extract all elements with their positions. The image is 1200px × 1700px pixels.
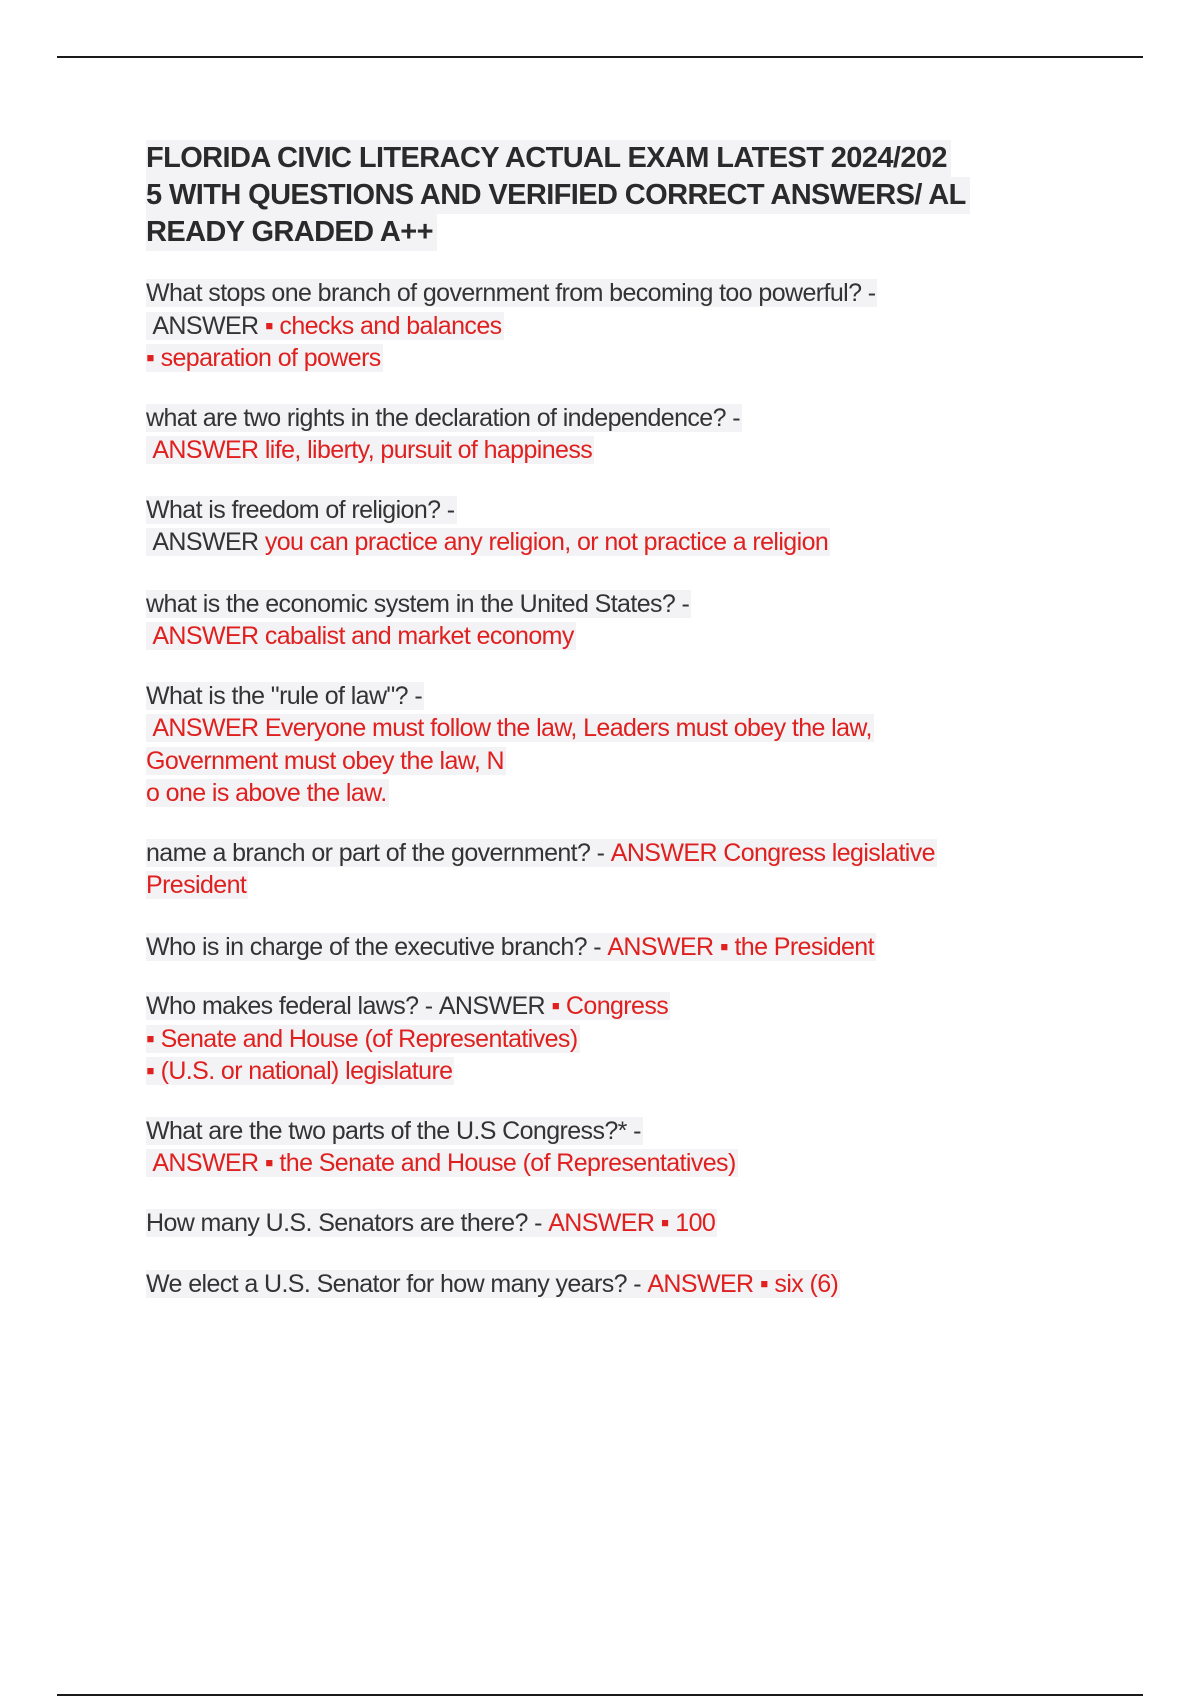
qa-list [146, 277, 1086, 1301]
qa-item [146, 990, 1086, 1088]
answer-text: ▪ Congress [551, 992, 669, 1020]
qa-line-highlight [146, 779, 389, 807]
qa-item [146, 837, 1086, 902]
answer-text: ▪ (U.S. or national) legislature [146, 1057, 453, 1085]
answer-text: ▪ checks and balances [264, 311, 502, 340]
answer-text: ANSWER life, liberty, pursuit of happiness [146, 436, 593, 464]
question-text: What is the "rule of law"? - [146, 681, 423, 710]
question-text: What are the two parts of the U.S Congress?* - [146, 1116, 641, 1145]
question-text: Who makes federal laws? - ANSWER [146, 992, 552, 1020]
question-text: We elect a U.S. Senator for how many years? - [146, 1270, 648, 1298]
qa-line-highlight [146, 992, 670, 1020]
answer-text: o one is above the law. [146, 779, 387, 807]
qa-line [146, 680, 1086, 713]
qa-line [146, 869, 1086, 902]
qa-line-highlight [146, 312, 504, 340]
qa-line [146, 494, 1086, 527]
qa-line [146, 310, 1086, 343]
qa-line [146, 931, 1086, 964]
qa-line-highlight [146, 1209, 717, 1237]
question-text: What is freedom of religion? - [146, 495, 455, 524]
qa-line [146, 402, 1086, 435]
answer-text: ANSWER Congress legislative [610, 838, 935, 867]
document-body [146, 140, 1086, 1301]
qa-line-highlight [146, 1057, 454, 1085]
qa-line-highlight [146, 404, 742, 432]
answer-text: ANSWER ▪ the Senate and House (of Representatives) [146, 1149, 736, 1177]
qa-item [146, 494, 1086, 559]
question-text: What stops one branch of government from becoming too powerful? - [146, 279, 876, 307]
document-title [146, 140, 1086, 251]
qa-line [146, 1055, 1086, 1088]
qa-item [146, 277, 1086, 375]
qa-line-highlight [146, 933, 876, 961]
qa-line [146, 620, 1086, 653]
qa-line-highlight [146, 279, 877, 307]
qa-item [146, 1115, 1086, 1180]
qa-line-highlight [146, 622, 576, 650]
qa-line-highlight [146, 747, 506, 775]
answer-text: Government must obey the law, N [146, 746, 504, 775]
qa-line [146, 745, 1086, 778]
question-text: Who is in charge of the executive branch? - [146, 932, 608, 961]
qa-line-highlight [146, 839, 937, 867]
answer-text: ▪ separation of powers [146, 344, 381, 372]
qa-line [146, 434, 1086, 467]
qa-item [146, 1207, 1086, 1240]
qa-line-highlight [146, 1025, 580, 1053]
qa-item [146, 588, 1086, 653]
qa-line [146, 777, 1086, 810]
qa-line-highlight [146, 436, 594, 464]
qa-line-highlight [146, 1117, 643, 1145]
qa-line-highlight [146, 496, 457, 524]
qa-line-highlight [146, 714, 874, 742]
qa-line [146, 990, 1086, 1023]
answer-text: ANSWER cabalist and market economy [146, 622, 574, 650]
qa-item [146, 931, 1086, 964]
qa-line-highlight [146, 590, 691, 618]
qa-line [146, 837, 1086, 870]
qa-line-highlight [146, 528, 830, 556]
title-line: READY GRADED A++ [146, 214, 437, 251]
question-text: ANSWER [146, 311, 265, 340]
answer-text: ▪ Senate and House (of Representatives) [146, 1024, 578, 1053]
question-text: ANSWER [146, 528, 265, 556]
qa-line [146, 342, 1086, 375]
qa-line-highlight [146, 1270, 840, 1298]
answer-text: ANSWER ▪ 100 [548, 1208, 716, 1237]
qa-line [146, 1147, 1086, 1180]
question-text: How many U.S. Senators are there? - [146, 1208, 549, 1237]
qa-item [146, 1268, 1086, 1301]
answer-text: ANSWER Everyone must follow the law, Leaders must obey the law, [146, 714, 872, 742]
top-rule [57, 56, 1143, 58]
qa-line-highlight [146, 682, 424, 710]
qa-line [146, 277, 1086, 310]
qa-line [146, 1023, 1086, 1056]
qa-line-highlight [146, 1149, 738, 1177]
qa-line [146, 1268, 1086, 1301]
answer-text: President [146, 871, 247, 899]
qa-line [146, 712, 1086, 745]
qa-line [146, 526, 1086, 559]
question-text: what are two rights in the declaration of independence? - [146, 403, 740, 432]
qa-line-highlight [146, 871, 248, 899]
qa-line [146, 588, 1086, 621]
qa-line [146, 1115, 1086, 1148]
title-line: FLORIDA CIVIC LITERACY ACTUAL EXAM LATEST 2024/202 [146, 140, 951, 177]
question-text: what is the economic system in the United States? - [146, 589, 690, 618]
answer-text: ANSWER ▪ the President [607, 932, 874, 961]
qa-item [146, 680, 1086, 810]
bottom-rule [57, 1694, 1143, 1696]
title-line: 5 WITH QUESTIONS AND VERIFIED CORRECT ANSWERS/ AL [146, 177, 970, 214]
question-text: name a branch or part of the government? - [146, 838, 611, 867]
answer-text: ANSWER ▪ six (6) [647, 1270, 839, 1298]
qa-item [146, 402, 1086, 467]
qa-line [146, 1207, 1086, 1240]
answer-text: you can practice any religion, or not practice a religion [264, 528, 829, 556]
qa-line-highlight [146, 344, 383, 372]
